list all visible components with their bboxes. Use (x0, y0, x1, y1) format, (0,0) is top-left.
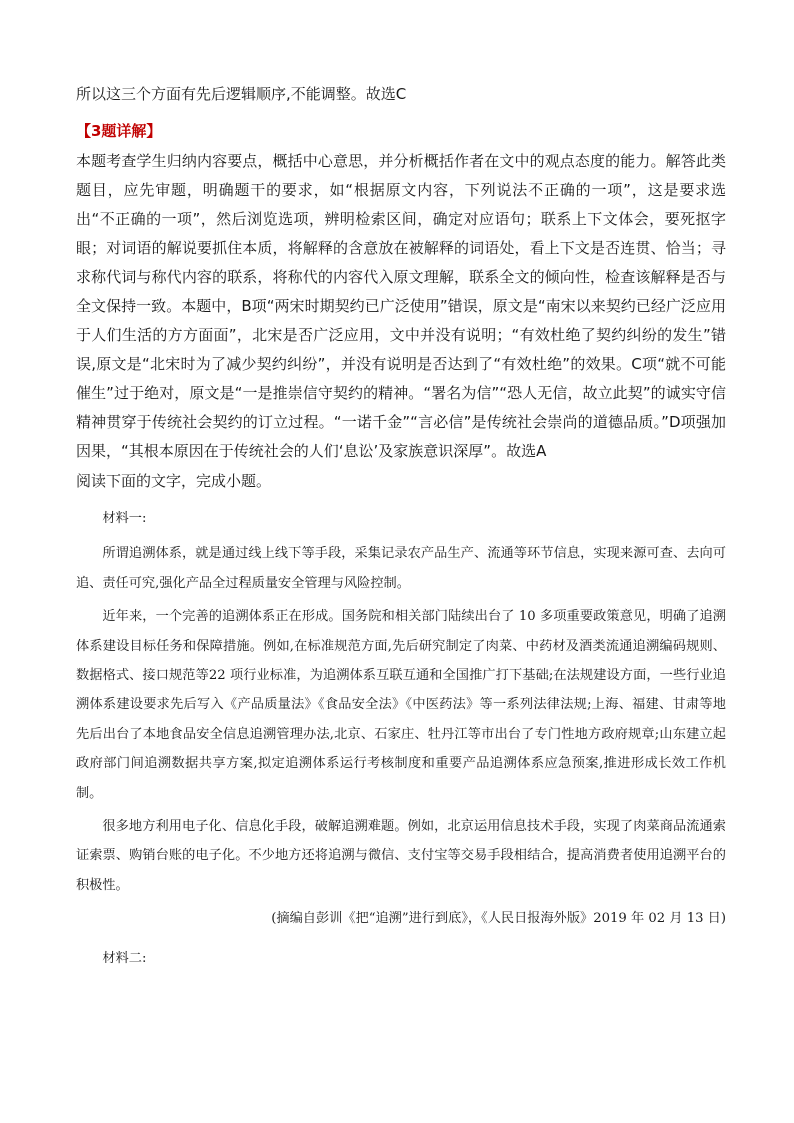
material-1-source: (摘编自彭训《把“追溯”进行到底》，《人民日报海外版》2019 年 02 月 13 日) (271, 911, 726, 927)
reading-instruction: 阅读下面的文字，完成小题。 (76, 472, 272, 490)
material-1-paragraph-2: 近年来，一个完善的追溯体系正在形成。国务院和相关部门陆续出台了 10 多项重要政策意见，明确了追溯体系建设目标任务和保障措施。例如,在标准规范方面,先后研究制定了肉菜、中药材及酒类流通追溯编码规则、数据格式、接口规范等22 项行业标准，为追溯体系互联互通和全国推广打下基础;在法规建设方面，一些行业追溯体系建设要求先后写入《产品质量法》《食品安全法》《中医药法》等一系列法律法规;上海、福建、甘肃等地先后出台了本地食品安全信息追溯管理办法,北京、石家庄、牡丹江等市出台了专门性地方政府规章;山东建立起政府部门间追溯数据共享方案,拟定追溯体系运行考核制度和重要产品追溯体系应急预案,推进形成长效工作机制。 (76, 609, 726, 801)
material-1-label: 材料一: (102, 511, 147, 526)
analysis-paragraph: 本题考查学生归纳内容要点，概括中心意思，并分析概括作者在文中的观点态度的能力。解答此类题目，应先审题，明确题干的要求，如“根据原文内容，下列说法不正确的一项”，这是要求选出“不正确的一项”，然后浏览选项，辨明检索区间，确定对应语句；联系上下文体会，要死抠字眼；对词语的解说要抓住本质，将解释的含意放在被解释的词语处，看上下文是否连贯、恰当；寻求称代词与称代内容的联系，将称代的内容代入原文理解，联系全文的倾向性，检查该解释是否与全文保持一致。本题中，B项“两宋时期契约已广泛使用”错误，原文是“南宋以来契约已经广泛应用于人们生活的方方面面”，北宋是否广泛应用，文中并没有说明；“有效杜绝了契约纠纷的发生”错误,原文是“北宋时为了减少契约纠纷”，并没有说明是否达到了“有效杜绝”的效果。C项“就不可能催生”过于绝对，原文是“一是推崇信守契约的精神。“署名为信”“恐人无信，故立此契”的诚实守信精神贯穿于传统社会契约的订立过程。“一诺千金”“言必信”是传统社会崇尚的道德品质。”D项强加因果，“其根本原因在于传统社会的人们‘息讼’及家族意识深厚”。故选A (76, 152, 726, 460)
material-2-label: 材料二: (102, 950, 147, 966)
intro-conclusion: 所以这三个方面有先后逻辑顺序,不能调整。故选C (76, 85, 407, 103)
document-page (76, 80, 726, 977)
section-3-analysis (76, 147, 726, 466)
material-1-paragraph-3: 很多地方利用电子化、信息化手段，破解追溯难题。例如，北京运用信息技术手段，实现了肉菜商品流通索证索票、购销台账的电子化。不少地方还将追溯与微信、支付宝等交易手段相结合，提高消费者使用追溯平台的积极性。 (76, 819, 726, 893)
material-1-paragraph-1: 所谓追溯体系，就是通过线上线下等手段，采集记录农产品生产、流通等环节信息，实现来源可查、去向可追、责任可究,强化产品全过程质量安全管理与风险控制。 (76, 546, 726, 591)
reading-material (76, 504, 726, 973)
section-3-heading: 【3题详解】 (76, 122, 162, 140)
